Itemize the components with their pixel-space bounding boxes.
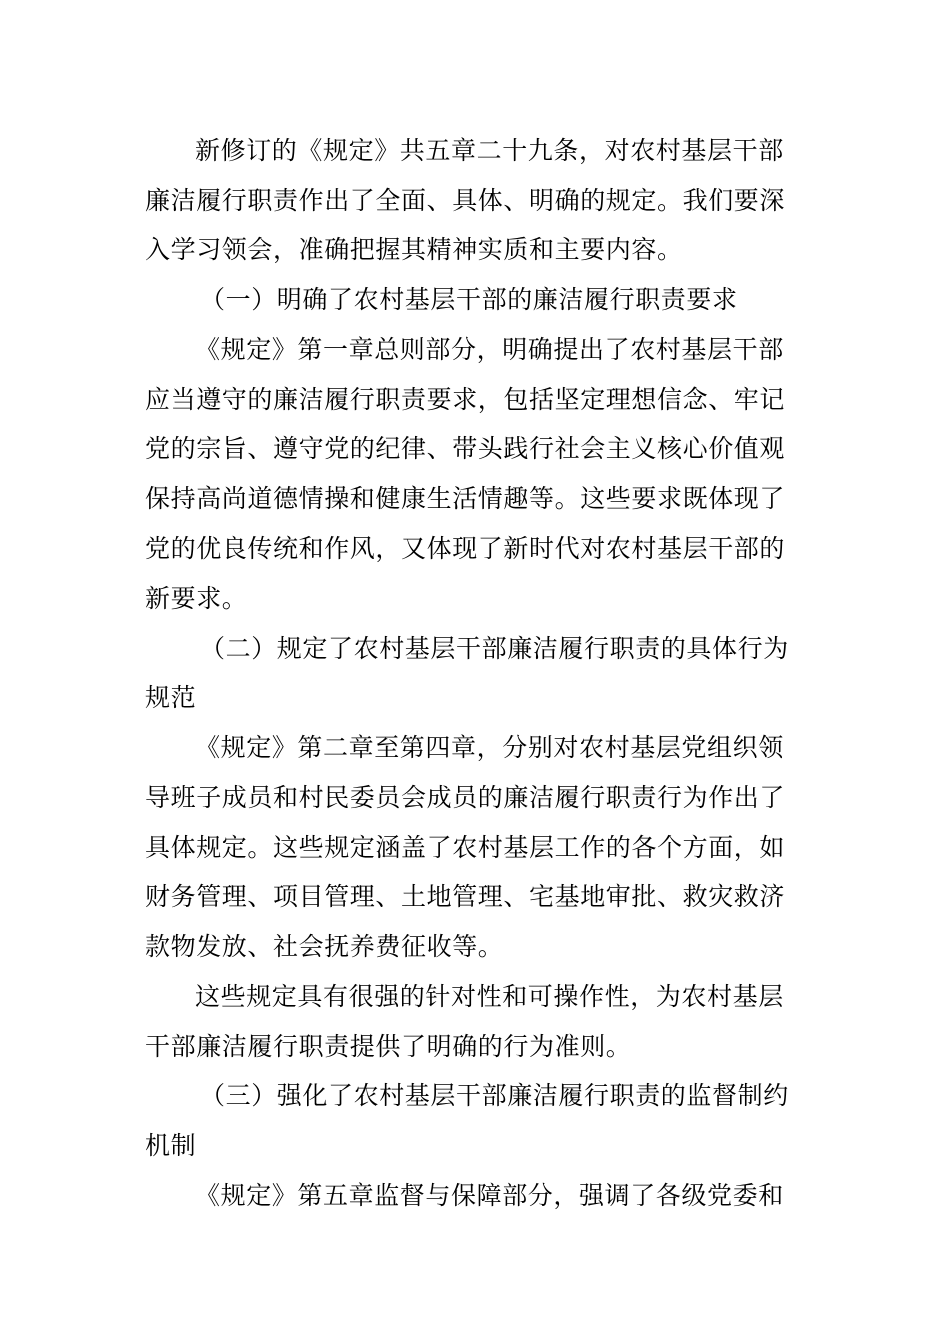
paragraph-1-line-2: 廉洁履行职责作出了全面、具体、明确的规定。我们要深 (145, 186, 786, 215)
section-heading-2-line-2: 规范 (145, 683, 197, 712)
paragraph-2-line-1: 《规定》第一章总则部分，明确提出了农村基层干部 (195, 335, 784, 364)
paragraph-3-line-2: 导班子成员和村民委员会成员的廉洁履行职责行为作出了 (145, 783, 786, 812)
paragraph-2-line-4: 保持高尚道德情操和健康生活情趣等。这些要求既体现了 (145, 484, 786, 513)
paragraph-3-line-1: 《规定》第二章至第四章，分别对农村基层党组织领 (195, 733, 784, 762)
paragraph-2-line-6: 新要求。 (145, 584, 248, 613)
paragraph-1-line-3: 入学习领会，准确把握其精神实质和主要内容。 (145, 235, 683, 264)
paragraph-2-line-3: 党的宗旨、遵守党的纪律、带头践行社会主义核心价值观 (145, 434, 786, 463)
paragraph-1-line-1: 新修订的《规定》共五章二十九条，对农村基层干部 (195, 136, 784, 165)
paragraph-2-line-2: 应当遵守的廉洁履行职责要求，包括坚定理想信念、牢记 (145, 385, 786, 414)
section-heading-1: （一）明确了农村基层干部的廉洁履行职责要求 (200, 285, 738, 314)
section-heading-3-line-1: （三）强化了农村基层干部廉洁履行职责的监督制约 (200, 1081, 789, 1110)
paragraph-4-line-1: 这些规定具有很强的针对性和可操作性，为农村基层 (195, 982, 784, 1011)
paragraph-3-line-4: 财务管理、项目管理、土地管理、宅基地审批、救灾救济 (145, 882, 786, 911)
section-heading-3-line-2: 机制 (145, 1131, 197, 1160)
section-heading-2-line-1: （二）规定了农村基层干部廉洁履行职责的具体行为 (200, 634, 789, 663)
paragraph-4-line-2: 干部廉洁履行职责提供了明确的行为准则。 (145, 1032, 632, 1061)
paragraph-3-line-5: 款物发放、社会抚养费征收等。 (145, 932, 504, 961)
paragraph-5-line-1: 《规定》第五章监督与保障部分，强调了各级党委和 (195, 1181, 784, 1210)
paragraph-3-line-3: 具体规定。这些规定涵盖了农村基层工作的各个方面，如 (145, 833, 786, 862)
paragraph-2-line-5: 党的优良传统和作风，又体现了新时代对农村基层干部的 (145, 534, 786, 563)
